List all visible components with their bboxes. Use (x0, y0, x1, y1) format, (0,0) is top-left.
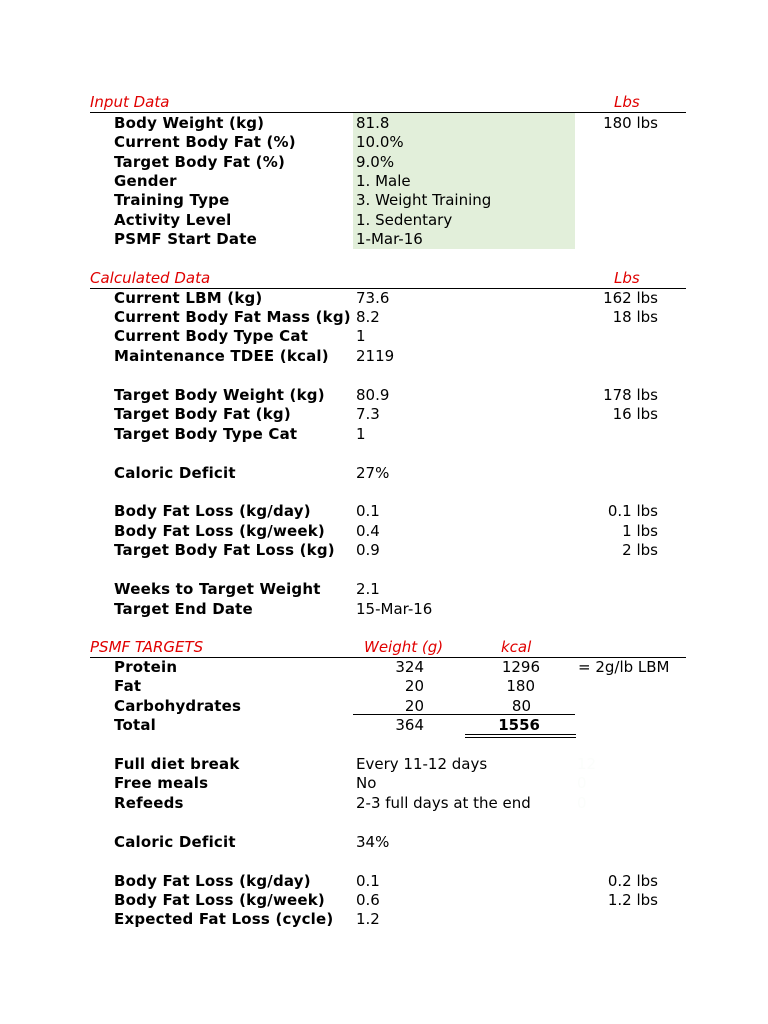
schedule-value: Every 11-12 days (356, 755, 488, 773)
input-value-cell[interactable]: 81.8 (356, 114, 390, 132)
calc-value: 2119 (356, 347, 395, 365)
schedule-hidden-value: 0 (577, 794, 587, 812)
calc-label: Target Body Type Cat (114, 425, 298, 443)
calc-value: 0.1 (356, 502, 380, 520)
schedule-label: Free meals (114, 774, 209, 792)
calc-label: Target Body Weight (kg) (114, 386, 325, 404)
input-label: Training Type (114, 191, 230, 209)
calculated-data-title: Calculated Data (90, 269, 211, 287)
calc-value: 0.4 (356, 522, 380, 540)
input-value-cell[interactable]: 1. Sedentary (356, 211, 453, 229)
psmf-loss-label: Body Fat Loss (kg/week) (114, 891, 325, 909)
psmf-loss-lbs: 1.2 lbs (607, 891, 658, 909)
calc-label: Caloric Deficit (114, 464, 236, 482)
schedule-value: No (356, 774, 377, 792)
total-weight: 364 (395, 716, 424, 734)
macro-label: Protein (114, 658, 178, 676)
input-value-cell[interactable]: 9.0% (356, 153, 395, 171)
input-header-rule (90, 112, 686, 113)
macro-label: Fat (114, 677, 142, 695)
schedule-value: 2-3 full days at the end (356, 794, 531, 812)
schedule-hidden-value: 0 (577, 774, 587, 792)
total-label: Total (114, 716, 156, 734)
calc-label: Body Fat Loss (kg/day) (114, 502, 311, 520)
psmf-targets-title: PSMF TARGETS (90, 638, 204, 656)
calc-value: 2.1 (356, 580, 380, 598)
input-value-cell[interactable]: 1-Mar-16 (356, 230, 423, 248)
calc-label: Target End Date (114, 600, 253, 618)
schedule-label: Full diet break (114, 755, 240, 773)
calc-value: 15-Mar-16 (356, 600, 433, 618)
schedule-hidden-value: 12 (577, 755, 597, 773)
psmf-deficit-value: 34% (356, 833, 390, 851)
total-rule (353, 714, 575, 715)
calc-lbs: 2 lbs (622, 541, 658, 559)
calc-label: Weeks to Target Weight (114, 580, 321, 598)
total-kcal: 1556 (498, 716, 540, 734)
calc-lbs: 1 lbs (622, 522, 658, 540)
psmf-loss-value: 0.6 (356, 891, 380, 909)
macro-kcal: 180 (506, 677, 535, 695)
psmf-deficit-label: Caloric Deficit (114, 833, 236, 851)
macro-label: Carbohydrates (114, 697, 242, 715)
input-label: Activity Level (114, 211, 232, 229)
psmf-loss-label: Expected Fat Loss (cycle) (114, 910, 334, 928)
calc-value: 1 (356, 425, 366, 443)
calc-value: 0.9 (356, 541, 380, 559)
calc-value: 80.9 (356, 386, 390, 404)
macro-kcal: 1296 (501, 658, 540, 676)
macro-weight: 20 (404, 697, 424, 715)
psmf-loss-lbs: 0.2 lbs (607, 872, 658, 890)
calc-value: 27% (356, 464, 390, 482)
input-label: Current Body Fat (%) (114, 133, 296, 151)
calc-label: Maintenance TDEE (kcal) (114, 347, 329, 365)
macro-weight: 324 (395, 658, 424, 676)
kcal-header: kcal (501, 638, 532, 656)
input-label: Gender (114, 172, 177, 190)
calc-lbs: 162 lbs (603, 289, 658, 307)
schedule-label: Refeeds (114, 794, 184, 812)
calc-label: Body Fat Loss (kg/week) (114, 522, 325, 540)
calc-value: 8.2 (356, 308, 380, 326)
psmf-loss-label: Body Fat Loss (kg/day) (114, 872, 311, 890)
input-value-cell[interactable]: 10.0% (356, 133, 404, 151)
input-label: PSMF Start Date (114, 230, 257, 248)
psmf-loss-value: 1.2 (356, 910, 380, 928)
calc-value: 73.6 (356, 289, 390, 307)
calc-label: Current LBM (kg) (114, 289, 263, 307)
psmf-loss-value: 0.1 (356, 872, 380, 890)
calc-label: Target Body Fat Loss (kg) (114, 541, 335, 559)
macro-weight: 20 (404, 677, 424, 695)
calc-lbs: 16 lbs (612, 405, 658, 423)
calc-lbs: 178 lbs (603, 386, 658, 404)
calc-value: 7.3 (356, 405, 380, 423)
calc-lbs: 0.1 lbs (607, 502, 658, 520)
calc-label: Current Body Fat Mass (kg) (114, 308, 351, 326)
total-kcal-double-underline (465, 734, 576, 738)
macro-kcal: 80 (511, 697, 531, 715)
input-data-title: Input Data (90, 93, 170, 111)
calc-value: 1 (356, 327, 366, 345)
weight-header: Weight (g) (364, 638, 444, 656)
input-value-cell[interactable]: 1. Male (356, 172, 411, 190)
input-lbs: 180 lbs (603, 114, 658, 132)
calc-lbs: 18 lbs (612, 308, 658, 326)
input-label: Body Weight (kg) (114, 114, 265, 132)
calc-label: Current Body Type Cat (114, 327, 309, 345)
input-lbs-header: Lbs (614, 93, 640, 111)
macro-note: = 2g/lb LBM (578, 658, 670, 676)
input-value-cell[interactable]: 3. Weight Training (356, 191, 492, 209)
calculated-lbs-header: Lbs (614, 269, 640, 287)
calc-label: Target Body Fat (kg) (114, 405, 291, 423)
input-label: Target Body Fat (%) (114, 153, 286, 171)
